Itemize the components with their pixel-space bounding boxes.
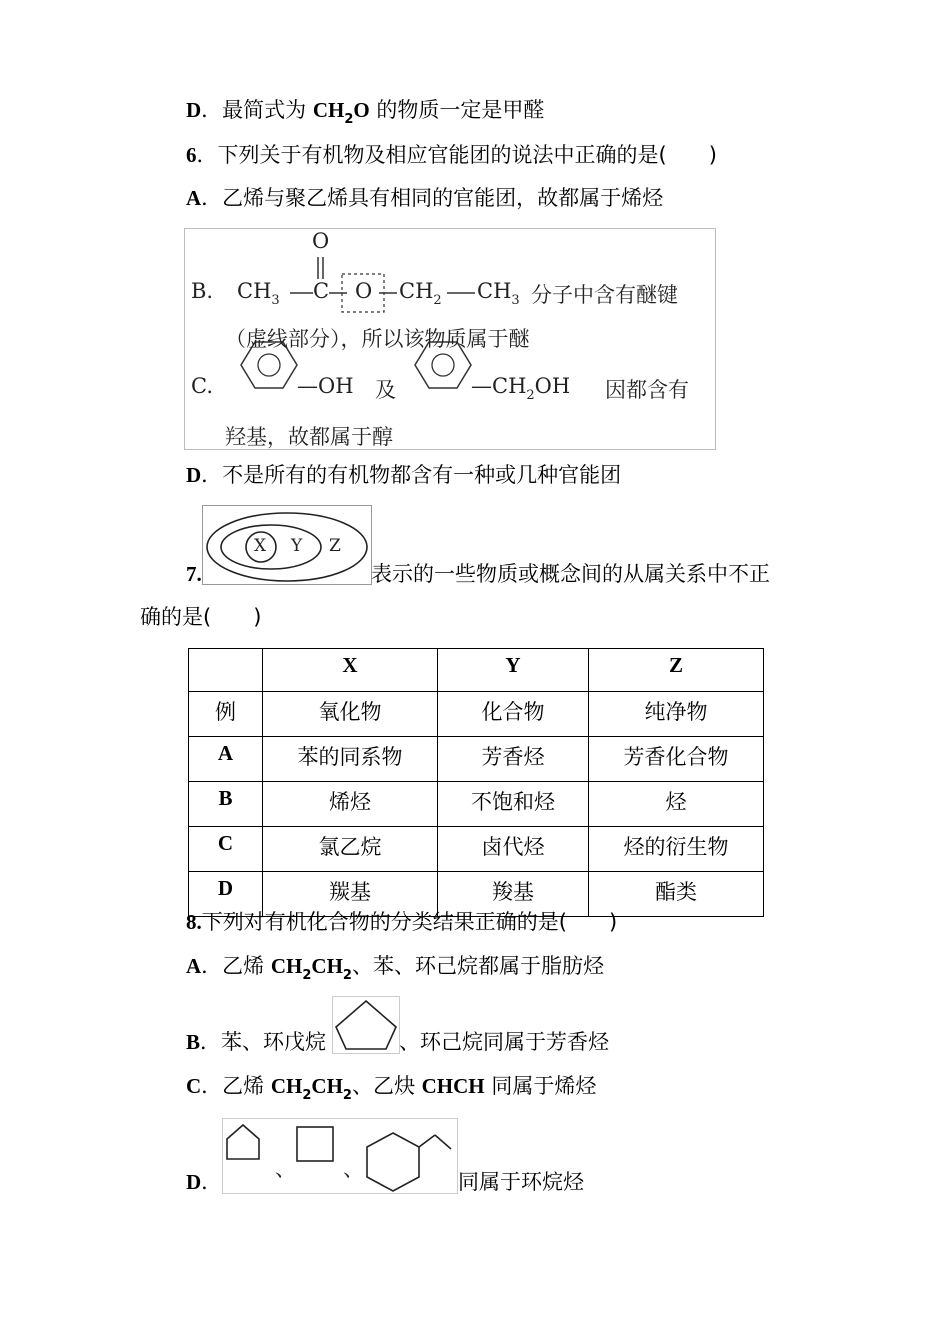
q7-number: 7. [186,562,202,586]
q8-option-b: B．苯、环戊烷 [186,1030,327,1054]
cycloalkane-structures: 、 、 [222,1118,458,1194]
methyl-group-2: $CH_3$ [477,279,520,308]
q6-option-a: A．乙烯与聚乙烯具有相同的官能团，故都属于烯烃 [186,186,664,210]
square-ring [297,1127,333,1161]
carbonyl-oxygen: O [312,229,330,253]
q8-option-c: C．乙烯 $CH_2CH_2$、乙炔 CHCH 同属于烯烃 [186,1074,597,1103]
methylene-group: $CH_2$ [399,279,442,308]
cyclopentane-structure [332,996,400,1054]
table-row: C 氯乙烷 卤代烃 烃的衍生物 [189,827,764,872]
q8-stem: 8.下列对有机化合物的分类结果正确的是( ) [186,910,618,934]
q7-stem-line1: 表示的一些物质或概念间的从属关系中不正 [371,562,770,586]
ether-oxygen: O [355,279,373,303]
table-header-row: X Y Z [189,649,764,692]
q6-stem: 6．下列关于有机物及相应官能团的说法中正确的是( ) [186,143,717,167]
table-row: A 苯的同系物 芳香烃 芳香化合物 [189,737,764,782]
ellipse-y [221,525,321,569]
q8-option-d-label: D． [186,1170,223,1194]
q7-table [188,648,764,917]
cyclohexane-ring [367,1133,419,1191]
q8-option-a: A．乙烯 $CH_2CH_2$、苯、环己烷都属于脂肪烃 [186,954,604,983]
q6-figure-bc: O B. $CH_3$ C O $CH_2$ $CH_3$ 分子中含有醚键 （虚线部分），所以该物质属于醚 C. —OH 及 $—CH_2OH$ 因都含有 羟基，故都属于醇 [184,228,716,450]
ellipse-z [207,513,367,581]
q6-option-d: D．不是所有的有机物都含有一种或几种官能团 [186,463,622,487]
table-row: 例 氧化物 化合物 纯净物 [189,692,764,737]
q7-venn-diagram: X Y Z [202,505,372,585]
q7-stem-line2: 确的是( ) [140,605,262,629]
table-row: B 烯烃 不饱和烃 烃 [189,782,764,827]
methyl-group-1: $CH_3$ [237,279,280,308]
table-row: D 羰基 羧基 酯类 [189,872,764,917]
pentagon-ring [227,1125,259,1159]
q5-option-d: D．最简式为 $CH_2O$ 的物质一定是甲醛 [186,98,545,127]
